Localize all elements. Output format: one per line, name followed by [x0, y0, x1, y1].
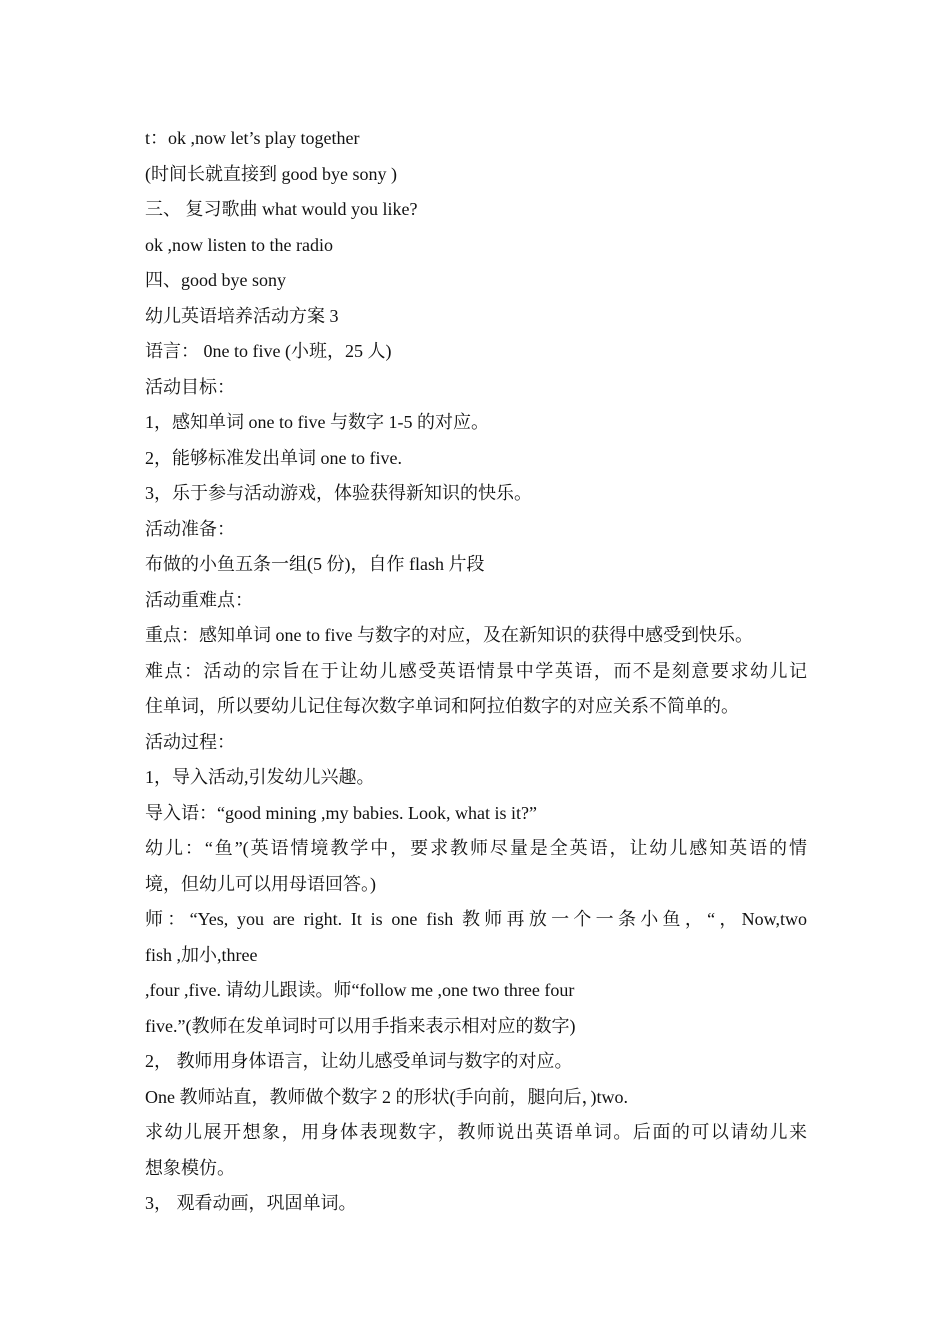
- list-item: 3，乐于参与活动游戏，体验获得新知识的快乐。: [145, 483, 532, 503]
- text-line: 导入语：“good mining ,my babies. Look, what is it?”: [145, 802, 537, 823]
- text-line: ,four ,five. 请幼儿跟读。师“follow me ,one two three four: [145, 980, 575, 1000]
- text-line: 难点：活动的宗旨在于让幼儿感受英语情景中学英语，而不是刻意要求幼儿记: [145, 660, 807, 681]
- text-line: 住单词，所以要幼儿记住每次数字单词和阿拉伯数字的对应关系不简单的。: [145, 696, 739, 716]
- text-line: (时间长就直接到 good bye sony ): [145, 163, 397, 184]
- text-line: 境，但幼儿可以用母语回答。): [145, 873, 376, 894]
- text-line: 语言： 0ne to five (小班，25 人): [145, 341, 392, 361]
- text-line: five.”(教师在发单词时可以用手指来表示相对应的数字): [145, 1015, 576, 1036]
- section-heading: 四、good bye sony: [145, 270, 286, 290]
- list-item: 1，感知单词 one to five 与数字 1-5 的对应。: [145, 412, 489, 432]
- list-item: 1，导入活动,引发幼儿兴趣。: [145, 767, 375, 787]
- text-line: ok ,now listen to the radio: [145, 234, 333, 255]
- section-heading: 活动目标：: [145, 376, 235, 397]
- text-line: 求幼儿展开想象，用身体表现数字，教师说出英语单词。后面的可以请幼儿来: [145, 1122, 807, 1142]
- section-heading: 三、 复习歌曲 what would you like?: [145, 199, 418, 219]
- list-item: 2， 教师用身体语言，让幼儿感受单词与数字的对应。: [145, 1051, 573, 1071]
- section-heading: 活动准备：: [145, 518, 235, 539]
- text-line: fish ,加小,three: [145, 944, 258, 965]
- text-line: 师：“Yes, you are right. It is one fish 教师再放一个一条小鱼，“，Now,two: [145, 909, 807, 929]
- text-line: 想象模仿。: [145, 1157, 235, 1178]
- text-line: 布做的小鱼五条一组(5 份)，自作 flash 片段: [145, 554, 485, 574]
- text-line: t：ok ,now let’s play together: [145, 128, 360, 148]
- text-line: 重点：感知单词 one to five 与数字的对应，及在新知识的获得中感受到快乐。: [145, 625, 753, 645]
- section-heading: 活动过程：: [145, 731, 235, 752]
- list-item: 3， 观看动画，巩固单词。: [145, 1193, 357, 1213]
- text-line: One 教师站直，教师做个数字 2 的形状(手向前，腿向后，)two.: [145, 1086, 628, 1107]
- section-heading: 活动重难点：: [145, 589, 253, 610]
- plan-title: 幼儿英语培养活动方案 3: [145, 305, 339, 326]
- text-line: 幼儿：“鱼”(英语情境教学中，要求教师尽量是全英语，让幼儿感知英语的情: [145, 838, 807, 858]
- document-body: [145, 121, 807, 1222]
- list-item: 2，能够标准发出单词 one to five.: [145, 447, 402, 468]
